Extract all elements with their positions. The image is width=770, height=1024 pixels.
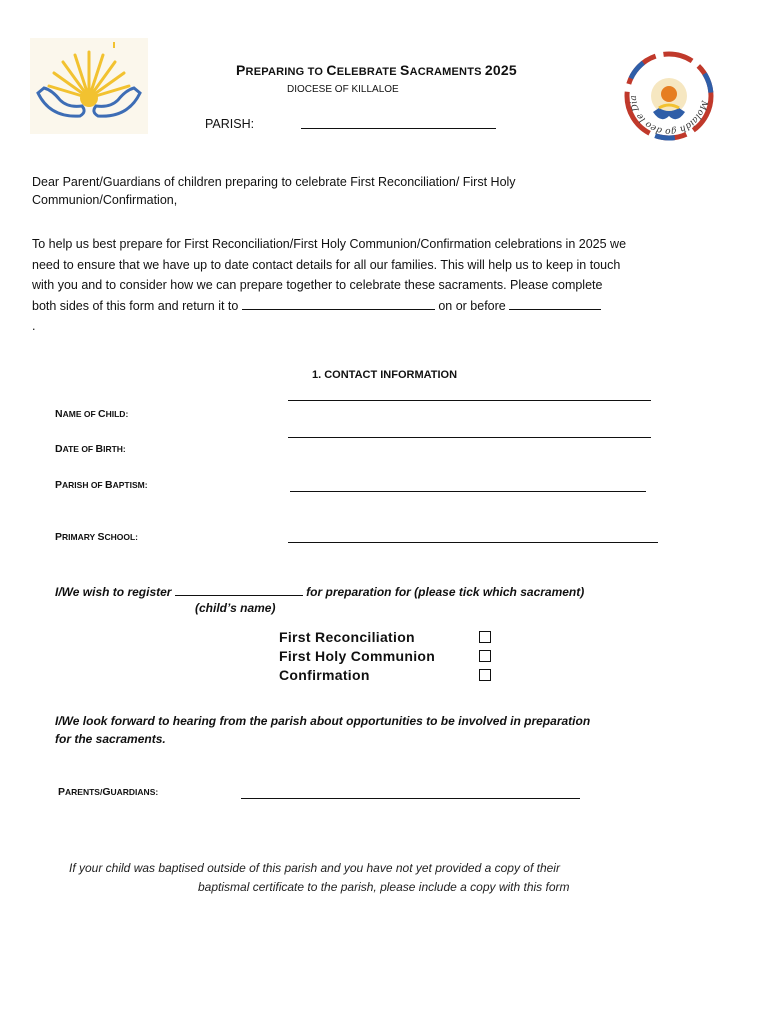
sacrament-confirmation: Confirmation bbox=[279, 667, 370, 683]
jubilee-logo bbox=[623, 50, 715, 142]
child-name-field[interactable] bbox=[288, 400, 651, 401]
return-to-field[interactable] bbox=[242, 296, 435, 310]
return-date-field[interactable] bbox=[509, 296, 601, 310]
diocese-subtitle: DIOCESE OF KILLALOE bbox=[287, 84, 399, 95]
diocese-logo bbox=[30, 38, 148, 134]
childs-name-caption: (child’s name) bbox=[195, 601, 276, 615]
parents-guardians-label: PARENTS/GUARDIANS: bbox=[58, 786, 159, 798]
sacrament-first-reconciliation: First Reconciliation bbox=[279, 629, 415, 645]
body-line-5: . bbox=[32, 319, 36, 333]
body-line-3: with you and to consider how we can prepare together to celebrate these sacraments. Please complete bbox=[32, 278, 603, 292]
involvement-line-1: I/We look forward to hearing from the parish about opportunities to be involved in preparation bbox=[55, 714, 591, 728]
body-line-1: To help us best prepare for First Reconciliation/First Holy Communion/Confirmation celebrations in 2025 we bbox=[32, 237, 627, 251]
parish-of-baptism-label: PARISH OF BAPTISM: bbox=[55, 479, 148, 491]
register-line bbox=[55, 583, 584, 599]
primary-school-label: PRIMARY SCHOOL: bbox=[55, 531, 138, 543]
greeting-line-2: Communion/Confirmation, bbox=[32, 193, 178, 207]
body-line-4 bbox=[32, 296, 601, 316]
register-text: I/We wish to register bbox=[55, 585, 172, 599]
register-child-field[interactable] bbox=[175, 583, 303, 596]
parish-of-baptism-field[interactable] bbox=[290, 491, 646, 492]
sun-hands-icon bbox=[30, 38, 148, 134]
date-of-birth-label: DATE OF BIRTH: bbox=[55, 443, 126, 455]
preparation-text: for preparation for (please tick which sacrament) bbox=[306, 585, 585, 599]
circle-hands-icon bbox=[623, 50, 715, 142]
sacrament-first-holy-communion: First Holy Communion bbox=[279, 648, 436, 664]
checkbox-first-holy-communion[interactable] bbox=[479, 650, 491, 662]
logo-ring-text: Molaidh go deo le Dia bbox=[628, 94, 709, 137]
parish-field[interactable] bbox=[301, 128, 496, 129]
involvement-line-2: for the sacraments. bbox=[55, 732, 166, 746]
checkbox-first-reconciliation[interactable] bbox=[479, 631, 491, 643]
section-heading: 1. CONTACT INFORMATION bbox=[312, 369, 458, 381]
body-line-2: need to ensure that we have up to date contact details for all our families. This will help us to keep in touch bbox=[32, 258, 621, 272]
checkbox-confirmation[interactable] bbox=[479, 669, 491, 681]
footer-line-1: If your child was baptised outside of this parish and you have not yet provided a copy of their bbox=[69, 861, 560, 875]
on-or-before-text: on or before bbox=[438, 299, 506, 313]
primary-school-field[interactable] bbox=[288, 542, 658, 543]
return-text: both sides of this form and return it to bbox=[32, 299, 239, 313]
date-of-birth-field[interactable] bbox=[288, 437, 651, 438]
greeting-line-1: Dear Parent/Guardians of children preparing to celebrate First Reconciliation/ First Holy bbox=[32, 175, 516, 189]
parish-label: PARISH: bbox=[205, 117, 255, 131]
child-name-label: NAME OF CHILD: bbox=[55, 408, 129, 420]
footer-line-2: baptismal certificate to the parish, please include a copy with this form bbox=[198, 880, 570, 894]
parents-guardians-field[interactable] bbox=[241, 798, 580, 799]
form-title: PREPARING TO CELEBRATE SACRAMENTS 2025 bbox=[236, 62, 517, 78]
